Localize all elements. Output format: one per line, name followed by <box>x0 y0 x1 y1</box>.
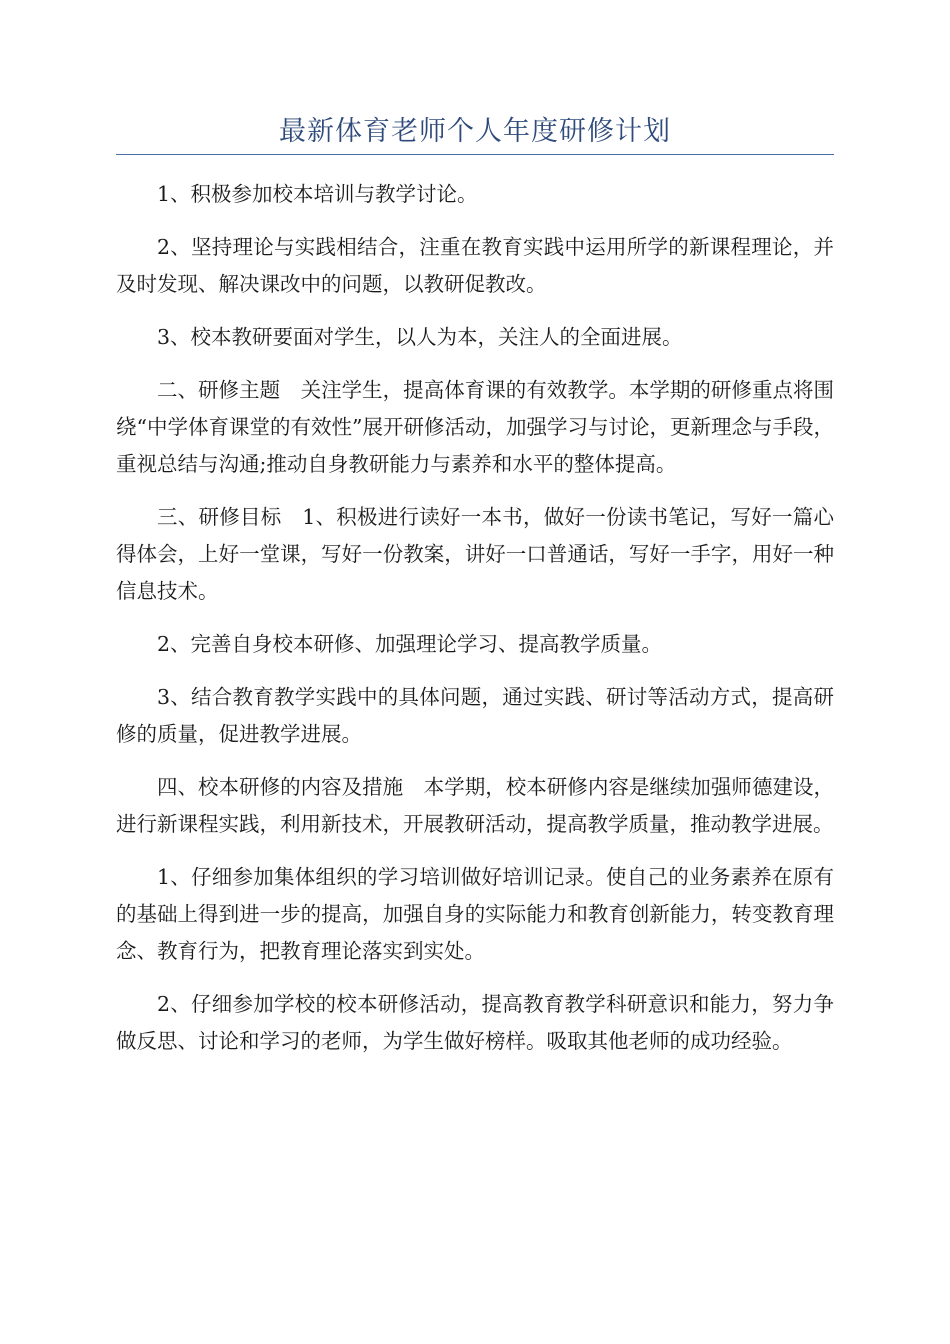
paragraph-research-goals: 三、研修目标 1、积极进行读好一本书，做好一份读书笔记，写好一篇心得体会，上好一堂课，写好一份教案，讲好一口普通话，写好一手字，用好一种信息技术。 <box>116 505 834 603</box>
paragraph-2: 2、坚持理论与实践相结合，注重在教育实践中运用所学的新课程理论，并及时发现、解决课改中的问题，以教研促教改。 <box>116 235 834 296</box>
paragraph-1: 1、积极参加校本培训与教学讨论。 <box>157 182 478 206</box>
document-title: 最新体育老师个人年度研修计划 <box>279 116 671 147</box>
paragraph-content-measures: 四、校本研修的内容及措施 本学期，校本研修内容是继续加强师德建设，进行新课程实践，利用新技术，开展教研活动，提高教学质量，推动教学进展。 <box>116 775 834 836</box>
paragraph-7: 3、结合教育教学实践中的具体问题，通过实践、研讨等活动方式，提高研修的质量，促进教学进展。 <box>116 685 834 746</box>
document-body <box>116 176 834 1076</box>
paragraph-6: 2、完善自身校本研修、加强理论学习、提高教学质量。 <box>157 632 663 656</box>
title-underline <box>116 154 834 155</box>
paragraph-9: 1、仔细参加集体组织的学习培训做好培训记录。使自己的业务素养在原有的基础上得到进一步的提高，加强自身的实际能力和教育创新能力，转变教育理念、教育行为，把教育理论落实到实处。 <box>116 865 834 963</box>
paragraph-10: 2、仔细参加学校的校本研修活动，提高教育教学科研意识和能力，努力争做反思、讨论和学习的老师，为学生做好榜样。吸取其他老师的成功经验。 <box>116 992 834 1053</box>
paragraph-3: 3、校本教研要面对学生，以人为本，关注人的全面进展。 <box>157 325 683 349</box>
paragraph-research-theme: 二、研修主题 关注学生，提高体育课的有效教学。本学期的研修重点将围绕“中学体育课堂的有效性”展开研修活动，加强学习与讨论，更新理念与手段，重视总结与沟通;推动自身教研能力与素养和水平的整体提高。 <box>116 378 834 476</box>
